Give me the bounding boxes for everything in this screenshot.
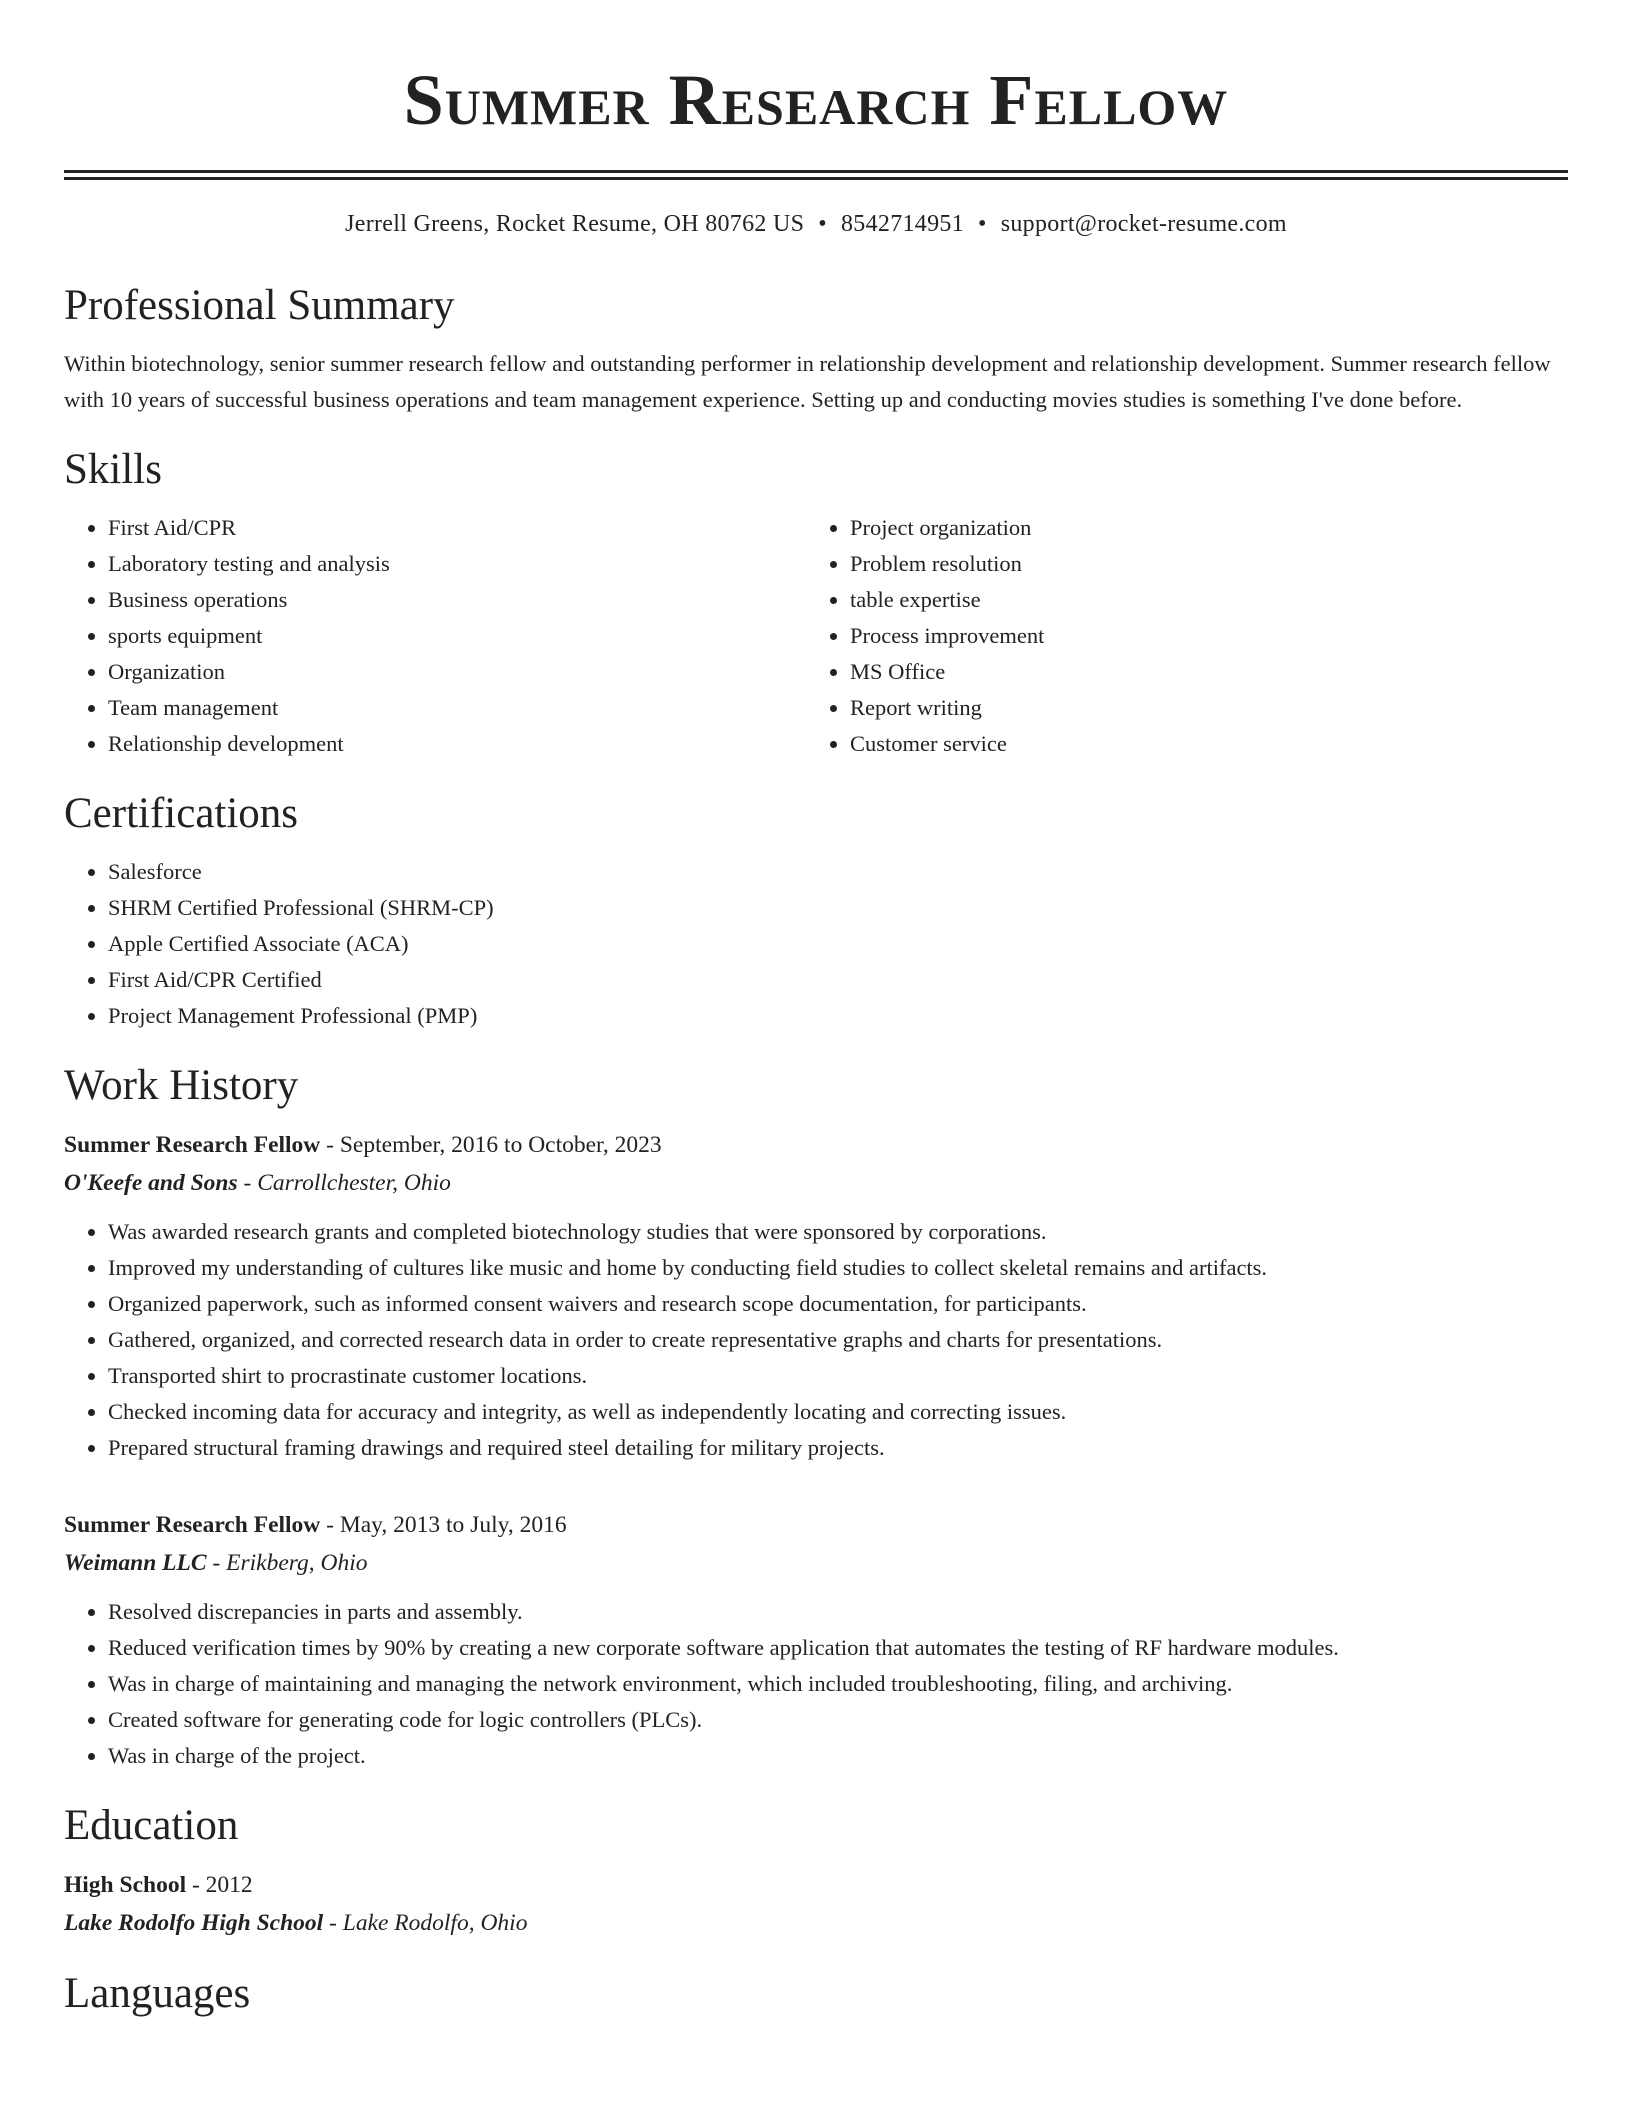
- job-bullet: • Transported shirt to procrastinate customer locations.: [108, 1358, 1568, 1394]
- job-entry: [64, 1126, 1568, 1466]
- education-degree-line: [64, 1866, 1568, 1904]
- section-heading-summary: Professional Summary: [64, 282, 455, 329]
- education-school-line: [64, 1904, 1568, 1942]
- contact-separator: •: [818, 211, 827, 237]
- skill-item: • Laboratory testing and analysis: [108, 546, 806, 582]
- resume-title: Summer Research Fellow: [403, 60, 1229, 140]
- job-location: - Erikberg, Ohio: [206, 1550, 368, 1576]
- certification-item: • Salesforce: [108, 854, 1568, 890]
- job-company-line: [64, 1544, 1568, 1582]
- skills-column-right: [806, 510, 1548, 762]
- resume-page: [64, 0, 1568, 2020]
- job-bullet: • Was awarded research grants and completed biotechnology studies that were sponsored by corporations.: [108, 1214, 1568, 1250]
- skill-item: • Team management: [108, 690, 806, 726]
- section-heading-education: Education: [64, 1802, 239, 1849]
- section-heading-certifications: Certifications: [64, 790, 299, 837]
- job-title-line: [64, 1126, 1568, 1164]
- job-dates: - May, 2013 to July, 2016: [320, 1512, 567, 1538]
- education-school: Lake Rodolfo High School: [64, 1910, 324, 1936]
- skills-list-left: [64, 510, 806, 762]
- job-bullet: • Organized paperwork, such as informed consent waivers and research scope documentation, for participants.: [108, 1286, 1568, 1322]
- job-entry: [64, 1506, 1568, 1774]
- certification-item: • Apple Certified Associate (ACA): [108, 926, 1568, 962]
- skill-item: • First Aid/CPR: [108, 510, 806, 546]
- job-title: Summer Research Fellow: [64, 1132, 321, 1158]
- job-bullet: • Was in charge of the project.: [108, 1738, 1568, 1774]
- skill-item: • Customer service: [850, 726, 1548, 762]
- skill-item: • Report writing: [850, 690, 1548, 726]
- skill-item: • Problem resolution: [850, 546, 1548, 582]
- skill-item: • Process improvement: [850, 618, 1548, 654]
- section-heading-work-history: Work History: [64, 1062, 299, 1109]
- job-bullet: • Reduced verification times by 90% by creating a new corporate software application that automates the testing of RF hardware modules.: [108, 1630, 1568, 1666]
- job-company: O'Keefe and Sons: [64, 1170, 238, 1196]
- skills-list-right: [806, 510, 1548, 762]
- job-company: Weimann LLC: [64, 1550, 207, 1576]
- job-company-line: [64, 1164, 1568, 1202]
- contact-separator: •: [978, 211, 987, 237]
- job-bullet: • Was in charge of maintaining and managing the network environment, which included troubleshooting, filing, and archiving.: [108, 1666, 1568, 1702]
- section-heading-languages: Languages: [64, 1970, 251, 2017]
- job-bullet: • Prepared structural framing drawings and required steel detailing for military projects.: [108, 1430, 1568, 1466]
- job-bullets: [64, 1594, 1568, 1774]
- certifications-list: [64, 854, 1568, 1034]
- job-title: Summer Research Fellow: [64, 1512, 321, 1538]
- certification-item: • First Aid/CPR Certified: [108, 962, 1568, 998]
- job-location: - Carrollchester, Ohio: [237, 1170, 451, 1196]
- contact-phone: 8542714951: [841, 211, 964, 237]
- education-entry: [64, 1866, 1568, 1942]
- job-bullet: • Gathered, organized, and corrected research data in order to create representative graphs and charts for presentations.: [108, 1322, 1568, 1358]
- contact-line: [64, 208, 1568, 240]
- skill-item: • MS Office: [850, 654, 1548, 690]
- job-bullet: • Resolved discrepancies in parts and assembly.: [108, 1594, 1568, 1630]
- certification-item: • Project Management Professional (PMP): [108, 998, 1568, 1034]
- education-year: - 2012: [186, 1872, 253, 1898]
- job-bullet: • Created software for generating code for logic controllers (PLCs).: [108, 1702, 1568, 1738]
- education-degree: High School: [64, 1872, 187, 1898]
- skill-item: • sports equipment: [108, 618, 806, 654]
- skills-grid: [64, 510, 1568, 762]
- contact-address: Jerrell Greens, Rocket Resume, OH 80762 US: [345, 211, 805, 237]
- skill-item: • Business operations: [108, 582, 806, 618]
- certification-item: • SHRM Certified Professional (SHRM-CP): [108, 890, 1568, 926]
- education-location: - Lake Rodolfo, Ohio: [323, 1910, 528, 1936]
- skills-column-left: [64, 510, 806, 762]
- title-divider: [64, 170, 1568, 180]
- job-dates: - September, 2016 to October, 2023: [320, 1132, 662, 1158]
- job-bullet: • Checked incoming data for accuracy and integrity, as well as independently locating and correcting issues.: [108, 1394, 1568, 1430]
- skill-item: • table expertise: [850, 582, 1548, 618]
- section-heading-skills: Skills: [64, 446, 162, 493]
- skill-item: • Relationship development: [108, 726, 806, 762]
- contact-email: support@rocket-resume.com: [1000, 211, 1287, 237]
- skill-item: • Project organization: [850, 510, 1548, 546]
- skill-item: • Organization: [108, 654, 806, 690]
- job-bullet: • Improved my understanding of cultures like music and home by conducting field studies to collect skeletal remains and artifacts.: [108, 1250, 1568, 1286]
- job-title-line: [64, 1506, 1568, 1544]
- summary-text: Within biotechnology, senior summer research fellow and outstanding performer in relationship development and relationship development. Summer research fellow with 10 years of successful business operations and team management experience. Setting up and conducting movies studies is something I've done before.: [64, 351, 1551, 412]
- job-bullets: [64, 1214, 1568, 1466]
